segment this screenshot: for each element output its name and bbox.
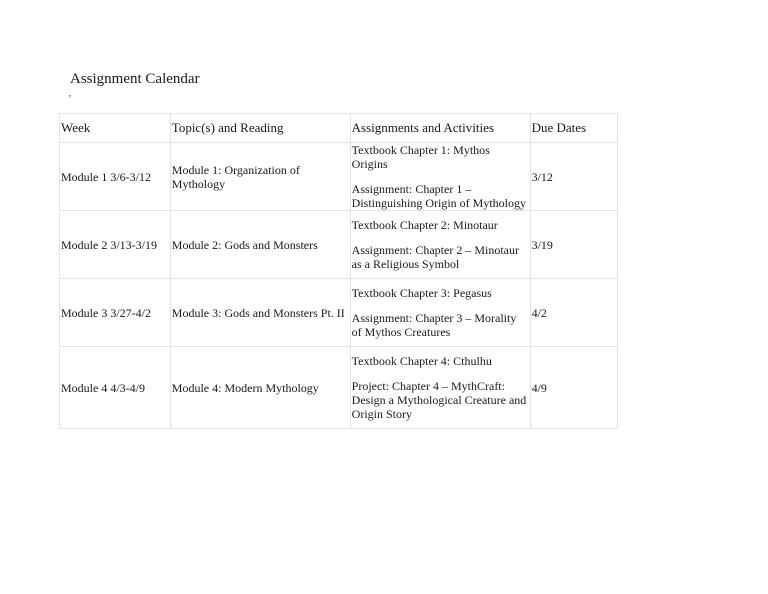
assignments-cell — [350, 347, 530, 429]
week-cell: Module 4 4/3-4/9 — [60, 347, 171, 429]
header-assignments: Assignments and Activities — [350, 114, 530, 143]
due-date-cell: 4/9 — [530, 347, 617, 429]
week-cell: Module 3 3/27-4/2 — [60, 279, 171, 347]
document-title: Assignment Calendar — [70, 71, 200, 87]
header-due-dates: Due Dates — [530, 114, 617, 143]
topic-cell: Module 1: Organization of Mythology — [170, 143, 350, 211]
table-header-row — [60, 114, 618, 143]
header-week: Week — [60, 114, 171, 143]
table-row — [60, 347, 618, 429]
textbook-reading: Textbook Chapter 1: Mythos Origins — [351, 143, 490, 171]
topic-cell: Module 3: Gods and Monsters Pt. II — [170, 279, 350, 347]
assignments-cell — [350, 279, 530, 347]
topic-cell: Module 4: Modern Mythology — [170, 347, 350, 429]
assignment-calendar-table — [59, 113, 618, 429]
textbook-reading: Textbook Chapter 2: Minotaur — [351, 218, 498, 232]
assignment-text: Project: Chapter 4 – MythCraft: Design a Mythological Creature and Origin Story — [351, 379, 527, 421]
due-date-cell: 3/12 — [530, 143, 617, 211]
textbook-reading: Textbook Chapter 4: Cthulhu — [351, 354, 492, 368]
header-topic: Topic(s) and Reading — [170, 114, 350, 143]
assignment-text: Assignment: Chapter 3 – Morality of Mythos Creatures — [351, 311, 517, 339]
table-row — [60, 211, 618, 279]
due-date-cell: 3/19 — [530, 211, 617, 279]
week-cell: Module 1 3/6-3/12 — [60, 143, 171, 211]
assignments-cell — [350, 143, 530, 211]
topic-cell: Module 2: Gods and Monsters — [170, 211, 350, 279]
due-date-cell: 4/2 — [530, 279, 617, 347]
table-row — [60, 279, 618, 347]
assignments-cell — [350, 211, 530, 279]
textbook-reading: Textbook Chapter 3: Pegasus — [351, 286, 492, 300]
week-cell: Module 2 3/13-3/19 — [60, 211, 171, 279]
stray-mark: ' — [69, 94, 71, 105]
table-row — [60, 143, 618, 211]
assignment-text: Assignment: Chapter 2 – Minotaur as a Religious Symbol — [351, 243, 519, 271]
assignment-text: Assignment: Chapter 1 – Distinguishing Origin of Mythology — [351, 182, 527, 210]
